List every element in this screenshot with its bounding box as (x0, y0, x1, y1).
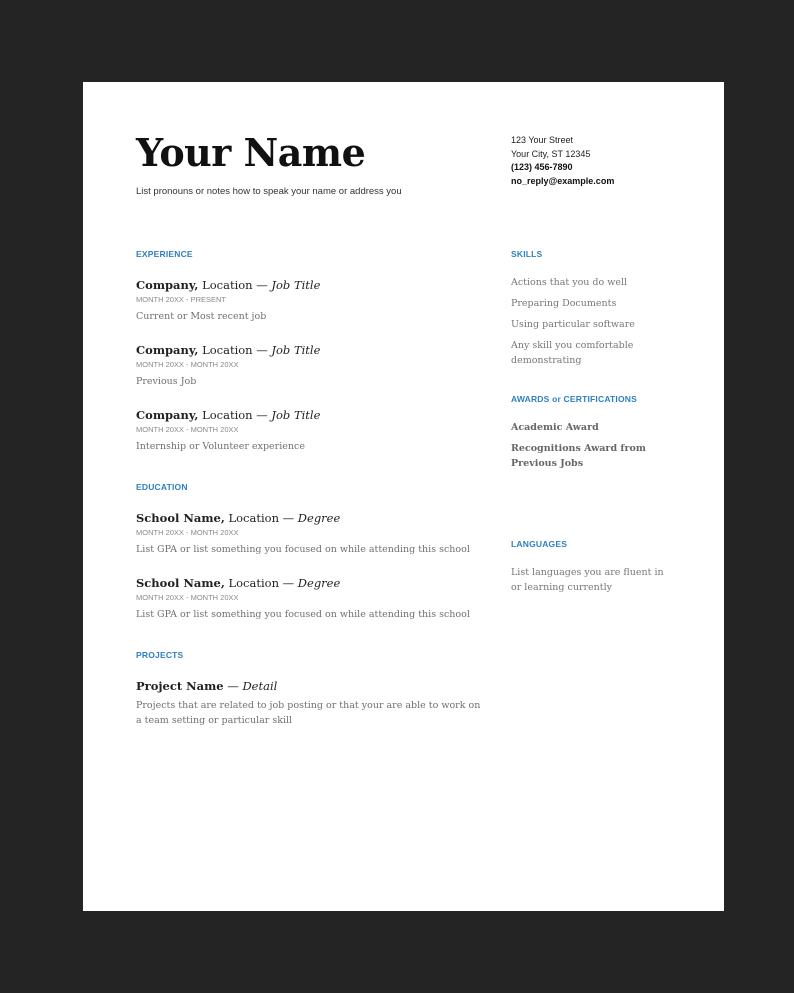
awards-list (511, 420, 671, 471)
languages-section (511, 539, 671, 595)
experience-entry (136, 343, 486, 389)
languages-list (511, 565, 671, 595)
entry-description: Previous Job (136, 376, 197, 387)
contact-street: 123 Your Street (511, 135, 574, 145)
section-heading-experience: EXPERIENCE (136, 249, 193, 259)
entry-role: Job Title (271, 408, 321, 422)
skill-item: Actions that you do well (511, 277, 628, 288)
entry-role: Job Title (271, 343, 321, 357)
entry-location: — (223, 679, 243, 693)
project-entry (136, 679, 486, 728)
pronouns-note: List pronouns or notes how to speak your name or address you (136, 186, 402, 197)
entry-date: MONTH 20XX - PRESENT (136, 295, 227, 304)
entry-title (136, 576, 486, 591)
entry-date: MONTH 20XX - MONTH 20XX (136, 593, 239, 602)
entry-description: Projects that are related to job posting or that your are able to work on a team setting or particular skill (136, 700, 481, 726)
entry-date: MONTH 20XX - MONTH 20XX (136, 528, 239, 537)
section-heading-projects: PROJECTS (136, 650, 184, 660)
entry-description: Current or Most recent job (136, 311, 267, 322)
entry-description: List GPA or list something you focused on while attending this school (136, 544, 470, 555)
entry-date: MONTH 20XX - MONTH 20XX (136, 425, 239, 434)
side-column (511, 249, 671, 623)
experience-entry (136, 408, 486, 454)
awards-section (511, 394, 671, 471)
entry-location: Location — (198, 343, 272, 357)
entry-title (136, 511, 486, 526)
award-item: Academic Award (511, 422, 599, 433)
resume-name: Your Name (136, 130, 366, 175)
skills-section (511, 249, 671, 368)
entry-role: Detail (242, 679, 278, 693)
entry-role: Degree (297, 511, 341, 525)
entry-org: Company, (136, 408, 199, 422)
experience-entry (136, 278, 486, 324)
entry-org: School Name, (136, 576, 225, 590)
main-column (136, 249, 486, 756)
entry-title (136, 278, 486, 293)
projects-section (136, 650, 486, 728)
skill-item: Any skill you comfortable demonstrating (511, 340, 634, 366)
skill-item: Preparing Documents (511, 298, 617, 309)
skill-item: Using particular software (511, 319, 635, 330)
section-heading-education: EDUCATION (136, 482, 188, 492)
entry-org: Company, (136, 278, 199, 292)
contact-city: Your City, ST 12345 (511, 148, 591, 159)
education-entry (136, 576, 486, 622)
entry-location: Location — (198, 278, 272, 292)
contact-email: no_reply@example.com (511, 175, 615, 186)
entry-role: Degree (297, 576, 341, 590)
entry-role: Job Title (271, 278, 321, 292)
entry-title (136, 408, 486, 423)
language-item: List languages you are fluent in or learning currently (511, 567, 664, 593)
education-entry (136, 511, 486, 557)
entry-title (136, 343, 486, 358)
education-section (136, 482, 486, 622)
entry-org: Company, (136, 343, 199, 357)
section-heading-awards: AWARDS or CERTIFICATIONS (511, 394, 638, 404)
entry-date: MONTH 20XX - MONTH 20XX (136, 360, 239, 369)
contact-block (511, 134, 614, 188)
entry-org: Project Name (136, 679, 224, 693)
entry-location: Location — (224, 511, 298, 525)
skills-list (511, 275, 671, 368)
entry-description: Internship or Volunteer experience (136, 441, 305, 452)
award-item: Recognitions Award from Previous Jobs (511, 443, 646, 469)
entry-title (136, 679, 486, 694)
entry-org: School Name, (136, 511, 225, 525)
section-heading-languages: LANGUAGES (511, 539, 568, 549)
section-heading-skills: SKILLS (511, 249, 543, 259)
entry-description: List GPA or list something you focused on while attending this school (136, 609, 470, 620)
contact-phone: (123) 456-7890 (511, 162, 573, 172)
entry-location: Location — (198, 408, 272, 422)
experience-section (136, 249, 486, 454)
resume-page (83, 82, 724, 911)
entry-location: Location — (224, 576, 298, 590)
